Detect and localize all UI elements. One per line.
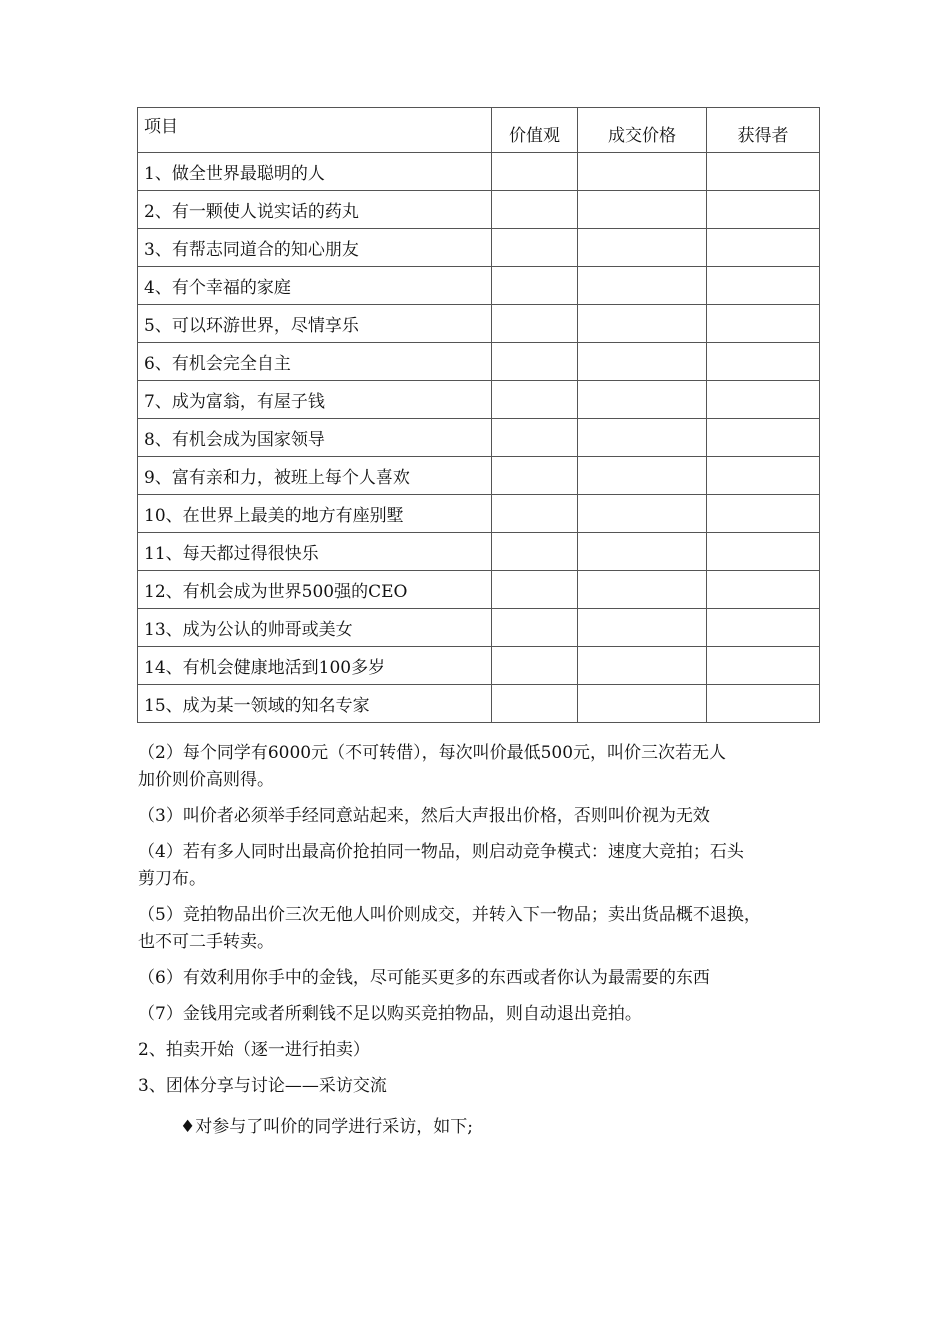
winner-cell	[707, 419, 820, 457]
winner-cell	[707, 267, 820, 305]
header-item: 项目	[138, 108, 492, 153]
value-cell	[492, 685, 578, 723]
price-cell	[578, 229, 707, 267]
row-item: 11、每天都过得很快乐	[138, 533, 492, 571]
row-item: 1、做全世界最聪明的人	[138, 153, 492, 191]
winner-cell	[707, 457, 820, 495]
winner-cell	[707, 647, 820, 685]
table-row	[138, 229, 820, 267]
table-header-row	[138, 108, 820, 153]
row-item: 6、有机会完全自主	[138, 343, 492, 381]
auction-items-table	[137, 107, 820, 723]
value-cell	[492, 533, 578, 571]
rule-3: （3）叫价者必须举手经同意站起来，然后大声报出价格，否则叫价视为无效	[138, 806, 710, 826]
price-cell	[578, 457, 707, 495]
table-row	[138, 267, 820, 305]
winner-cell	[707, 305, 820, 343]
winner-cell	[707, 153, 820, 191]
rule-6: （6）有效利用你手中的金钱，尽可能买更多的东西或者你认为最需要的东西	[138, 968, 710, 988]
value-cell	[492, 647, 578, 685]
row-item: 4、有个幸福的家庭	[138, 267, 492, 305]
row-item: 9、富有亲和力，被班上每个人喜欢	[138, 457, 492, 495]
table-row	[138, 685, 820, 723]
winner-cell	[707, 343, 820, 381]
price-cell	[578, 419, 707, 457]
row-item: 12、有机会成为世界500强的CEO	[138, 571, 492, 609]
table-row	[138, 533, 820, 571]
value-cell	[492, 457, 578, 495]
price-cell	[578, 267, 707, 305]
value-cell	[492, 191, 578, 229]
price-cell	[578, 685, 707, 723]
value-cell	[492, 419, 578, 457]
row-item: 14、有机会健康地活到100多岁	[138, 647, 492, 685]
rule-5-line-2: 也不可二手转卖。	[138, 932, 274, 952]
row-item: 3、有帮志同道合的知心朋友	[138, 229, 492, 267]
winner-cell	[707, 609, 820, 647]
price-cell	[578, 609, 707, 647]
value-cell	[492, 571, 578, 609]
winner-cell	[707, 381, 820, 419]
price-cell	[578, 571, 707, 609]
winner-cell	[707, 571, 820, 609]
rule-4-line-2: 剪刀布。	[138, 869, 206, 889]
table-row	[138, 457, 820, 495]
table-row	[138, 419, 820, 457]
table-row	[138, 305, 820, 343]
winner-cell	[707, 229, 820, 267]
row-item: 10、在世界上最美的地方有座别墅	[138, 495, 492, 533]
step-3: 3、团体分享与讨论——采访交流	[138, 1076, 387, 1096]
price-cell	[578, 191, 707, 229]
rule-2-line-2: 加价则价高则得。	[138, 770, 274, 790]
table-row	[138, 153, 820, 191]
winner-cell	[707, 191, 820, 229]
table-row	[138, 191, 820, 229]
table-row	[138, 381, 820, 419]
table-row	[138, 495, 820, 533]
value-cell	[492, 153, 578, 191]
winner-cell	[707, 533, 820, 571]
header-value: 价值观	[492, 108, 578, 153]
header-price: 成交价格	[578, 108, 707, 153]
price-cell	[578, 343, 707, 381]
value-cell	[492, 381, 578, 419]
winner-cell	[707, 495, 820, 533]
interview-bullet: ♦对参与了叫价的同学进行采访，如下;	[180, 1117, 473, 1137]
table-row	[138, 609, 820, 647]
auction-rules	[138, 740, 828, 1141]
rule-2-line-1: （2）每个同学有6000元（不可转借），每次叫价最低500元，叫价三次若无人	[138, 743, 727, 763]
value-cell	[492, 267, 578, 305]
price-cell	[578, 647, 707, 685]
table-row	[138, 343, 820, 381]
rule-5-line-1: （5）竞拍物品出价三次无他人叫价则成交，并转入下一物品；卖出货品概不退换，	[138, 905, 761, 925]
value-cell	[492, 229, 578, 267]
row-item: 15、成为某一领域的知名专家	[138, 685, 492, 723]
value-cell	[492, 609, 578, 647]
price-cell	[578, 305, 707, 343]
price-cell	[578, 381, 707, 419]
row-item: 8、有机会成为国家领导	[138, 419, 492, 457]
table-row	[138, 647, 820, 685]
value-cell	[492, 343, 578, 381]
value-cell	[492, 495, 578, 533]
row-item: 2、有一颗使人说实话的药丸	[138, 191, 492, 229]
value-cell	[492, 305, 578, 343]
header-winner: 获得者	[707, 108, 820, 153]
step-2: 2、拍卖开始（逐一进行拍卖）	[138, 1040, 370, 1060]
winner-cell	[707, 685, 820, 723]
rule-7: （7）金钱用完或者所剩钱不足以购买竞拍物品，则自动退出竞拍。	[138, 1004, 642, 1024]
rule-4-line-1: （4）若有多人同时出最高价抢拍同一物品，则启动竞争模式：速度大竞拍；石头	[138, 842, 744, 862]
price-cell	[578, 495, 707, 533]
price-cell	[578, 533, 707, 571]
row-item: 7、成为富翁，有屋子钱	[138, 381, 492, 419]
table-row	[138, 571, 820, 609]
row-item: 5、可以环游世界，尽情享乐	[138, 305, 492, 343]
price-cell	[578, 153, 707, 191]
row-item: 13、成为公认的帅哥或美女	[138, 609, 492, 647]
